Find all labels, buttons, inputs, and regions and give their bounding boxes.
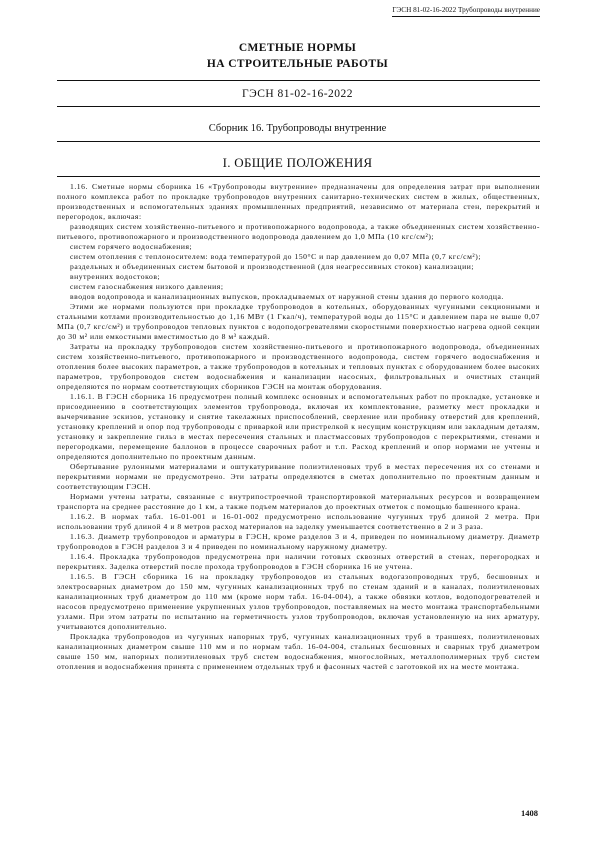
list-item: раздельных и объединенных систем бытовой и производственной (для неагрессивных стоков) канализации; (70, 262, 475, 271)
document-title-line-1: СМЕТНЫЕ НОРМЫ (238, 42, 357, 54)
paragraph: Обертывание рулонными материалами и оштукатуривание полиэтиленовых труб в местах пересечения их со стенами и перекрытиями нормами не предусмотрено. Эти затраты определяются в сметах дополнительно по проектным данным и соответствующим ГЭСН. (57, 462, 540, 491)
paragraph: Прокладка трубопроводов из чугунных напорных труб, чугунных канализационных труб в траншеях, полиэтиленовых канализационных диаметром свыше 110 мм и по нормам табл. 16-04-004, стальных бесшовных и сварных труб диаметром свыше 150 мм, напорных полиэтиленовых труб систем водоснабжения, многослойных, металлополимерных труб систем отопления и водоснабжения принята с применением отдельных труб и фасонных частей с заготовкой их на месте монтажа. (57, 632, 540, 671)
paragraph: 1.16.1. В ГЭСН сборника 16 предусмотрен полный комплекс основных и вспомогательных работ по прокладке, установке и присоединению в соответствующих элементов трубопровода, включая их комплектование, разметку мест прокладки и вычерчивание эскизов, установку и снятие такелажных приспособлений, сверление или пробивку отверстий для креплений, установку креплений и опор под трубопроводы с приваркой или пристрелкой к несущим конструкциям или закладным деталям, установку и закрепление гильз в местах пересечения стальных и пластмассовых трубопроводов с перекрытиями, стенами и перегородками, перемещение баллонов в процессе сварочных работ и т.п. Расход креплений и опор нормами не учтены и определяются дополнительно по проектным данным. (57, 392, 540, 461)
paragraph: Нормами учтены затраты, связанные с внутрипостроечной транспортировкой материальных ресурсов и возвращением транспорта на среднее расстояние до 1 км, а также подъем материалов до проектных отметок с помощью башенного крана. (57, 492, 540, 511)
divider-rule (57, 176, 540, 177)
paragraph: 1.16. Сметные нормы сборника 16 «Трубопроводы внутренние» предназначены для определения затрат при выполнении полного комплекса работ по прокладке трубопроводов внутренних санитарно-технических систем в жилых, общественных, производственных и вспомогательных зданиях промышленных предприятий, независимо от материала стен, перекрытий и перегородок, включая: (57, 182, 540, 221)
paragraph: 1.16.2. В нормах табл. 16-01-001 и 16-01-002 предусмотрено использование чугунных труб длиной 2 метра. При использовании труб длиной 4 и 8 метров расход материалов на заделку уменьшается соответственно в 2 и 3 раза. (57, 512, 540, 531)
collection-title: Сборник 16. Трубопроводы внутренние (208, 123, 387, 134)
paragraph: 1.16.5. В ГЭСН сборника 16 на прокладку трубопроводов из стальных водогазопроводных труб, бесшовных и электросварных диаметром до 150 мм, чугунных канализационных труб по стенам зданий и в каналах, полиэтиленовых канализационных труб диаметром до 110 мм (кроме норм табл. 16-04-004), а также обвязки котлов, водоподогревателей и насосов предусмотрено применение укрупненных узлов трубопроводов, поставляемых на место монтажа транспортабельными узлами. При этом затраты по испытанию на герметичность узлов трубопроводов, включая установленную на них арматуру, учитываются дополнительно. (57, 572, 540, 631)
document-code: ГЭСН 81-02-16-2022 (241, 88, 354, 100)
paragraph: 1.16.3. Диаметр трубопроводов и арматуры в ГЭСН, кроме разделов 3 и 4, приведен по номинальному диаметру. Диаметр трубопроводов в ГЭСН разделов 3 и 4 приведен по номинальному наружному диаметру. (57, 532, 540, 551)
paragraph: Затраты на прокладку трубопроводов систем хозяйственно-питьевого и противопожарного водопровода, объединенных систем хозяйственно-питьевого, противопожарного и производственного водопровода, систем горячего водоснабжения и отопления более высоких параметров, а также трубопроводов в котельных и тепловых пунктах с оборудованием более высоких параметров, трубопроводов систем водоснабжения и канализации насосных, фильтровальных и очистных станций определяются по нормам соответствующих сборников ГЭСН на монтаж оборудования. (57, 342, 540, 391)
paragraph: Этими же нормами пользуются при прокладке трубопроводов в котельных, оборудованных чугунными секционными и стальными котлами производительностью до 1,16 МВт (1 Гкал/ч), температурой воды до 115°С и давлением пара не выше 0,07 МПа (0,7 кгс/см²) и трубопроводов тепловых пунктов с водоподогревателями скоростными поверхностью нагрева одной секции до 30 м² или емкостными вместимостью до 8 м³ каждый. (57, 302, 540, 341)
running-header: ГЭСН 81-02-16-2022 Трубопроводы внутренние (392, 6, 540, 17)
divider-rule (57, 80, 540, 81)
section-heading: I. ОБЩИЕ ПОЛОЖЕНИЯ (222, 155, 373, 170)
list-item: вводов водопровода и канализационных выпусков, прокладываемых от наружной стены здания до первого колодца. (70, 292, 504, 301)
paragraph: 1.16.4. Прокладка трубопроводов предусмотрена при наличии готовых сквозных отверстий в стенах, перегородках и перекрытиях. Заделка отверстий после прохода трубопроводов в ГЭСН сборника 16 не учтена. (57, 552, 540, 571)
divider-rule (57, 106, 540, 107)
body-text (57, 182, 540, 672)
list-item: внутренних водостоков; (70, 272, 161, 281)
document-title-line-2: НА СТРОИТЕЛЬНЫЕ РАБОТЫ (206, 58, 389, 70)
list-item: разводящих систем хозяйственно-питьевого и противопожарного водопровода, а также объединенных систем хозяйственно-питьевого, противопожарного и производственного водопровода давлением до 1,0 МПа (10 кгс/см²); (57, 222, 540, 241)
divider-rule (57, 141, 540, 142)
list-item: систем отопления с теплоносителем: вода температурой до 150°С и пар давлением до 0,07 МПа (0,7 кгс/см²); (70, 252, 481, 261)
document-title (0, 40, 595, 72)
page-number: 1408 (521, 808, 538, 818)
list-item: систем газоснабжения низкого давления; (70, 282, 224, 291)
list-item: систем горячего водоснабжения; (70, 242, 193, 251)
